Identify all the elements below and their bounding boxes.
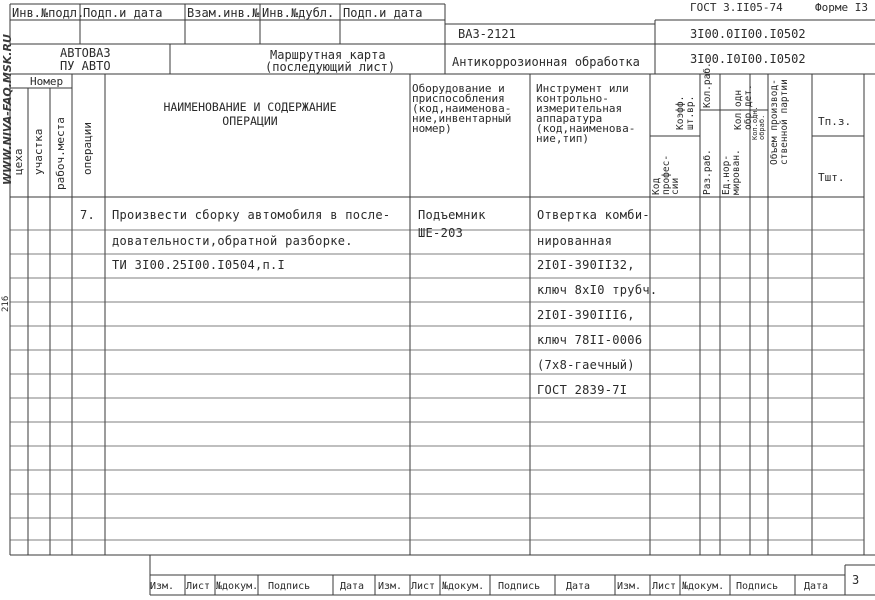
instrument-line-6: ключ 78II-0006 (537, 333, 643, 347)
rab-mesta-header: рабоч.места (54, 117, 67, 190)
oborud-header: Оборудование и приспособления (код,наименова- ние,инвентарный номер) (412, 82, 512, 135)
instrument-line-2: нированная (537, 234, 613, 248)
small-header-1: Кол.одн. обраб. (751, 106, 766, 140)
footer-podpis-1: Подпись (268, 581, 311, 592)
footer-list-3: Лист (652, 581, 677, 592)
podp-data-label-2: Подп.и дата (343, 6, 423, 20)
uchastka-header: участка (32, 128, 45, 175)
tsht-header: Тшт. (818, 171, 845, 184)
nomer-header: Номер (30, 75, 64, 88)
kol-rab-header: Кол.раб. (702, 62, 713, 108)
footer-list-1: Лист (186, 581, 211, 592)
ed-norm-header: Ед.нор- мирован. (721, 149, 742, 195)
ceha-header: цеха (12, 148, 25, 175)
instrument-line-8: ГОСТ 2839-7I (537, 383, 628, 397)
footer-ndok-2: №докум. (442, 581, 485, 592)
footer-ndok-3: №докум. (682, 581, 725, 592)
form-label: Форме I3 (815, 1, 868, 14)
kod-prof-header: Код профес- сии (651, 154, 681, 195)
footer-podpis-2: Подпись (498, 581, 541, 592)
instrument-line-5: 2I0I-390III6, (537, 308, 635, 322)
inv-podl-label: Инв.№подл. (12, 6, 85, 20)
vzam-inv-label: Взам.инв.№ (187, 6, 260, 20)
watermark-text: WWW.NIVA-FAQ.MSK.RU (1, 34, 14, 185)
footer-izm-3: Изм. (617, 581, 642, 592)
sheet-number: 3 (852, 573, 860, 587)
operation-type: Антикоррозионная обработка (452, 55, 640, 69)
instrument-line-4: ключ 8хI0 трубч. (537, 283, 658, 297)
footer-data-2: Дата (566, 581, 591, 592)
oborud-line-1: Подъемник (418, 208, 486, 222)
footer-data-1: Дата (340, 581, 365, 592)
footer-izm-2: Изм. (378, 581, 403, 592)
raz-rab-header: Раз.раб. (702, 149, 713, 195)
instrument-line-1: Отвертка комби- (537, 208, 650, 222)
side-number: 216 (1, 295, 11, 312)
org-line-1: АВТОВАЗ (60, 46, 111, 60)
naim-header: НАИМЕНОВАНИЕ И СОДЕРЖАНИЕ ОПЕРАЦИИ (163, 100, 337, 128)
podp-data-label-1: Подп.и дата (83, 6, 163, 20)
footer-podpis-3: Подпись (736, 581, 779, 592)
footer-data-3: Дата (804, 581, 829, 592)
doc-code-1: 3I00.0II00.I0502 (690, 27, 806, 41)
footer-list-2: Лист (411, 581, 436, 592)
gost-label: ГОСТ 3.II05-74 (690, 1, 783, 14)
tps-header: Тп.з. (818, 115, 852, 128)
koef-sht-header: Коэфф. шт.вр. (675, 95, 696, 130)
oborud-line-2: ШЕ-203 (418, 226, 464, 240)
doc-code-2: 3I00.I0I00.I0502 (690, 52, 806, 66)
model-label: ВАЗ-2121 (458, 27, 516, 41)
instrument-line-7: (7х8-гаечный) (537, 358, 635, 372)
footer-izm-1: Изм. (150, 581, 175, 592)
kol-odn-header: Кол.одн обр.дет. (733, 84, 754, 130)
naim-line-1: Произвести сборку автомобиля в после- (112, 208, 391, 222)
doc-type-line-1: Маршрутная карта (270, 48, 386, 62)
instrument-line-3: 2I0I-390II32, (537, 258, 635, 272)
obem-header: Объем производ- ственной партии (769, 79, 790, 165)
instrument-header: Инструмент или контрольно- измерительная аппаратура (код,наименова- ние,тип) (536, 82, 636, 145)
naim-line-2: довательности,обратной разборке. (112, 234, 353, 248)
naim-line-3: ТИ 3I00.25I00.I0504,п.I (112, 258, 286, 272)
footer-ndok-1: №докум. (216, 581, 259, 592)
operacii-header: операции (81, 122, 94, 175)
org-line-2: ПУ АВТО (60, 59, 111, 73)
doc-type-line-2: (последующий лист) (265, 60, 396, 74)
inv-dubl-label: Инв.№дубл. (262, 6, 335, 20)
op-number: 7. (80, 208, 96, 222)
